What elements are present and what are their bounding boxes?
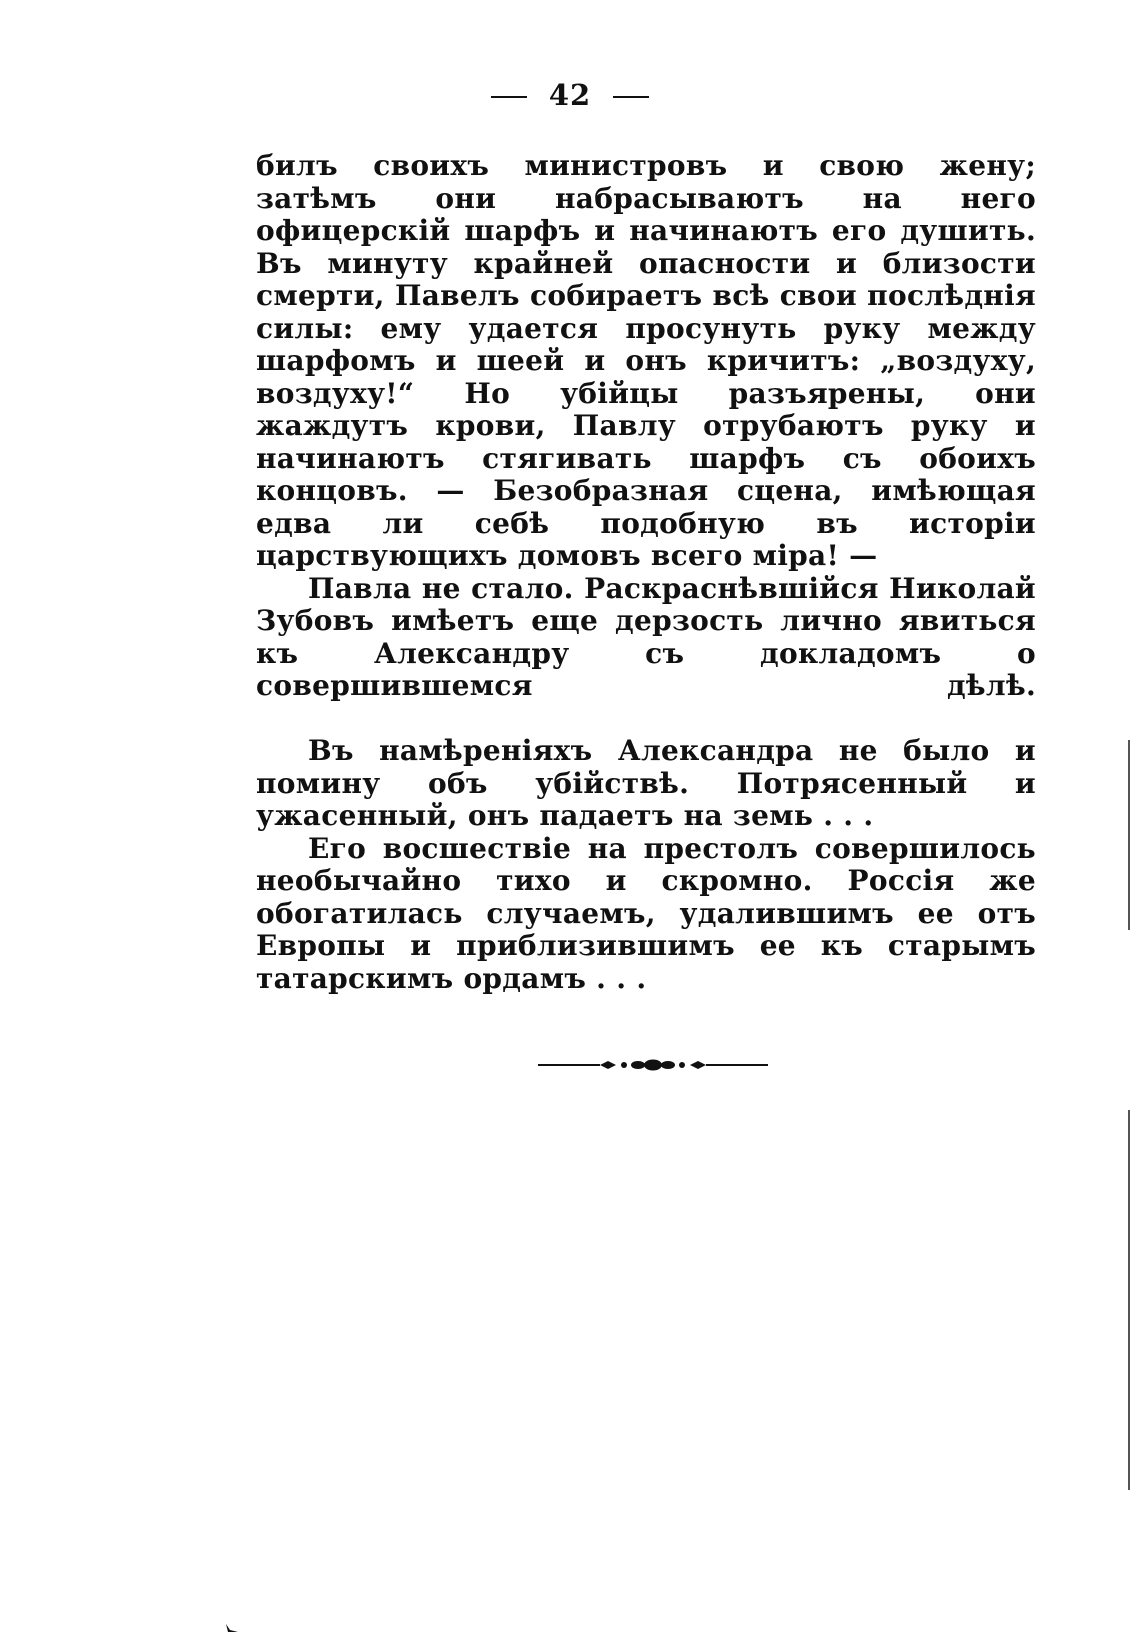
margin-mark (1128, 1110, 1130, 1490)
corner-mark-icon (226, 1624, 238, 1632)
paragraph-4: Его восшествіе на престолъ совершилось необычайно тихо и скромно. Россія же обогатилась случаемъ, удалившимъ ее отъ Европы и приблизившимъ ее къ старымъ татарскимъ ордамъ . . . (256, 831, 1036, 995)
page-header (0, 78, 1140, 112)
header-dash-right (613, 96, 649, 98)
paragraph-3: Въ намѣреніяхъ Александра не было и помину объ убійствѣ. Потрясенный и ужасенный, онъ падаетъ на земь . . . (256, 734, 1036, 832)
page-number: 42 (548, 78, 592, 112)
header-dash-left (491, 96, 527, 98)
body-text (256, 150, 1036, 995)
decorative-rule-icon (538, 1058, 768, 1072)
paragraph-2: Павла не стало. Раскраснѣвшійся Николай Зубовъ имѣетъ еще дерзость лично явиться къ Александру съ докладомъ о совершившемся дѣлѣ. (256, 571, 1036, 702)
paragraph-1: билъ своихъ министровъ и свою жену; затѣмъ они набрасываютъ на него офицерскій шарфъ и начинаютъ его душить. Въ минуту крайней опасности и близости смерти, Павелъ собираетъ всѣ свои послѣднія силы: ему удается просунуть руку между шарфомъ и шеей и онъ кричитъ: „воздуху, воздуху!“ Но убійцы разъярены, они жаждутъ крови, Павлу отрубаютъ руку и начинаютъ стягивать шарфъ съ обоихъ концовъ. — Безобразная сцена, имѣющая едва ли себѣ подобную въ исторіи царствующихъ домовъ всего міра! — (256, 149, 1036, 572)
margin-mark (1128, 740, 1130, 930)
